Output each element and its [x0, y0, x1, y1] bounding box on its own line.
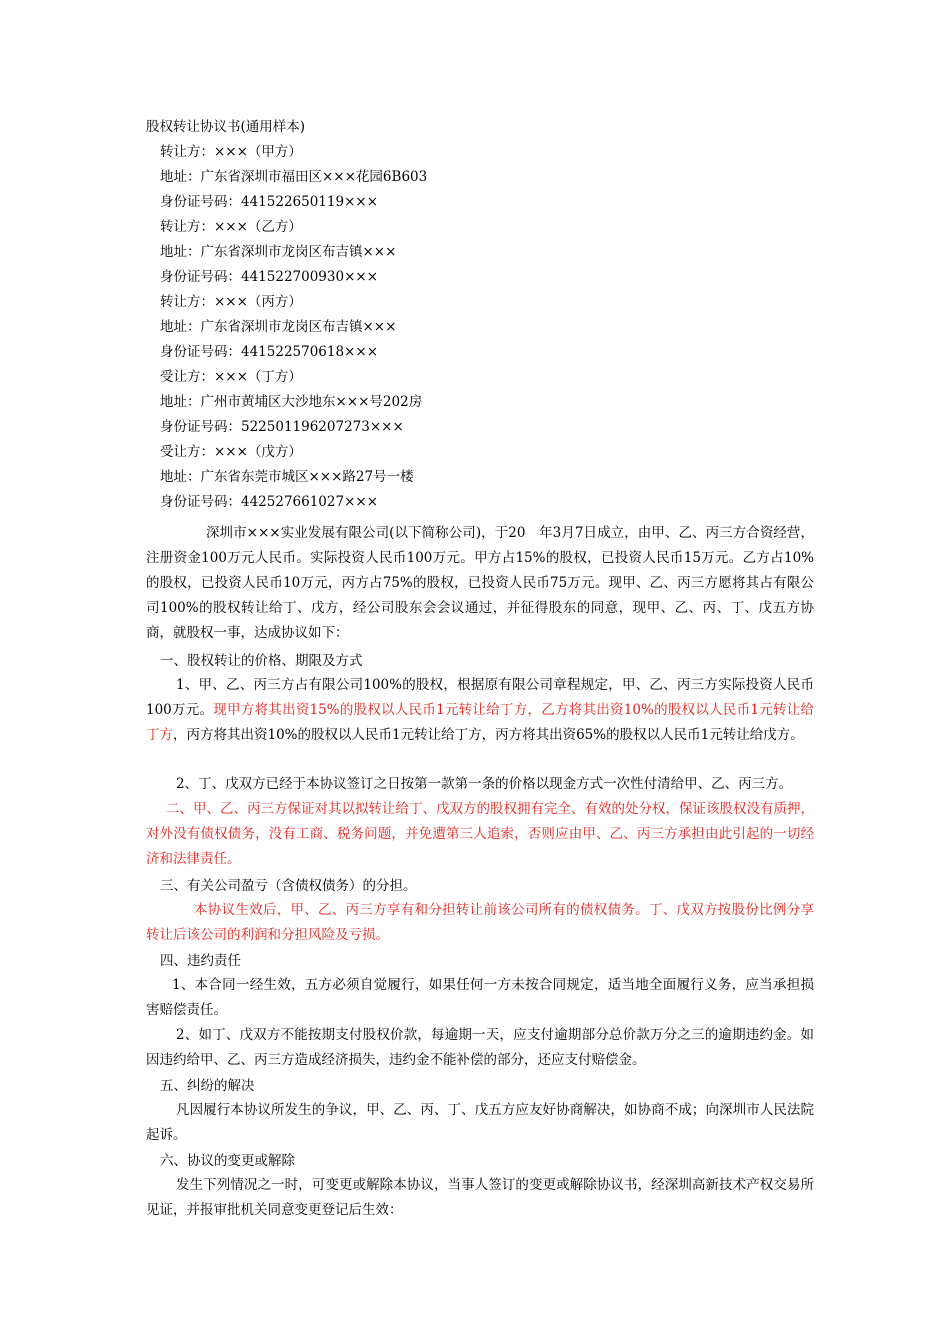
party-3-id: 身份证号码：441522570618×××	[160, 344, 379, 360]
party-2-id: 身份证号码：441522700930×××	[160, 269, 379, 285]
party-4-role: 受让方：×××（丁方）	[160, 369, 302, 385]
document-title: 股权转让协议书(通用样本)	[146, 119, 306, 135]
party-2-address: 地址：广东省深圳市龙岗区布吉镇×××	[160, 244, 397, 260]
party-1-address: 地址：广东省深圳市福田区×××花园6B603	[160, 169, 428, 185]
section-6-paragraph: 发生下列情况之一时，可变更或解除本协议，当事人签订的变更或解除协议书，经深圳高新技术产权交易所见证，并报审批机关同意变更登记后生效：	[146, 1177, 814, 1218]
section-1-heading: 一、股权转让的价格、期限及方式	[160, 653, 363, 669]
party-1-id: 身份证号码：441522650119×××	[160, 194, 379, 210]
preamble-paragraph: 深圳市×××实业发展有限公司(以下简称公司)，于20 年3月7日成立，由甲、乙、丙三方合资经营，注册资金100万元人民币。实际投资人民币100万元。甲方占15%的股权，已投资人民币15万元。乙方占10%的股权，已投资人民币10万元，丙方占75%的股权，已投资人民币75万元。现甲、乙、丙三方愿将其占有限公司100%的股权转让给丁、戊方，经公司股东会会议通过，并征得股东的同意，现甲、乙、丙、丁、戊五方协商，就股权一事，达成协议如下：	[146, 525, 814, 641]
party-3-role: 转让方：×××（丙方）	[160, 294, 302, 310]
section-3-heading: 三、有关公司盈亏（含债权债务）的分担。	[160, 878, 417, 894]
party-5-address: 地址：广东省东莞市城区×××路27号一楼	[160, 469, 414, 485]
section-4-clause-2: 2、如丁、戊双方不能按期支付股权价款，每逾期一天，应支付逾期部分总价款万分之三的逾期违约金。如因违约给甲、乙、丙三方造成经济损失，违约金不能补偿的部分，还应支付赔偿金。	[146, 1027, 814, 1068]
party-1-role: 转让方：×××（甲方）	[160, 144, 302, 160]
section-3-paragraph: 本协议生效后，甲、乙、丙三方享有和分担转让前该公司所有的债权债务。丁、戊双方按股份比例分享转让后该公司的利润和分担风险及亏损。	[146, 902, 814, 943]
party-3-address: 地址：广东省深圳市龙岗区布吉镇×××	[160, 319, 397, 335]
clause-1-text-b: ，丙方将其出资10%的股权以人民币1元转让给丁方，丙方将其出资65%的股权以人民币1元转让给戊方。	[173, 727, 804, 743]
party-2-role: 转让方：×××（乙方）	[160, 219, 302, 235]
section-4-clause-1: 1、本合同一经生效，五方必须自觉履行，如果任何一方未按合同规定，适当地全面履行义务，应当承担损害赔偿责任。	[146, 977, 814, 1018]
section-2-paragraph: 二、甲、乙、丙三方保证对其以拟转让给丁、戊双方的股权拥有完全、有效的处分权，保证该股权没有质押，对外没有债权债务，没有工商、税务问题，并免遭第三人追索，否则应由甲、乙、丙三方承担由此引起的一切经济和法律责任。	[146, 801, 814, 867]
party-5-id: 身份证号码：442527661027×××	[160, 494, 379, 510]
party-5-role: 受让方：×××（戊方）	[160, 444, 302, 460]
party-4-id: 身份证号码：522501196207273×××	[160, 419, 404, 435]
section-1-clause-2: 2、丁、戊双方已经于本协议签订之日按第一款第一条的价格以现金方式一次性付清给甲、乙、丙三方。	[176, 776, 793, 792]
section-5-heading: 五、纠纷的解决	[160, 1078, 255, 1094]
clause-1-text-a: 1、甲、乙、丙三方占有限公司100%的股权，根据原有限公司章程规定，甲、乙、丙三方实际投资人民币100万元。	[146, 677, 814, 718]
section-6-heading: 六、协议的变更或解除	[160, 1153, 295, 1169]
clause-1-highlighted-text: 现甲方将其出资15%的股权以人民币1元转让给丁方，乙方将其出资10%的股权以人民币1元转让给丁方	[146, 702, 814, 743]
section-5-paragraph: 凡因履行本协议所发生的争议，甲、乙、丙、丁、戊五方应友好协商解决，如协商不成；向深圳市人民法院起诉。	[146, 1102, 814, 1143]
section-1-clause-1	[146, 673, 814, 748]
section-4-heading: 四、违约责任	[160, 953, 241, 969]
party-4-address: 地址：广州市黄埔区大沙地东×××号202房	[160, 394, 423, 410]
